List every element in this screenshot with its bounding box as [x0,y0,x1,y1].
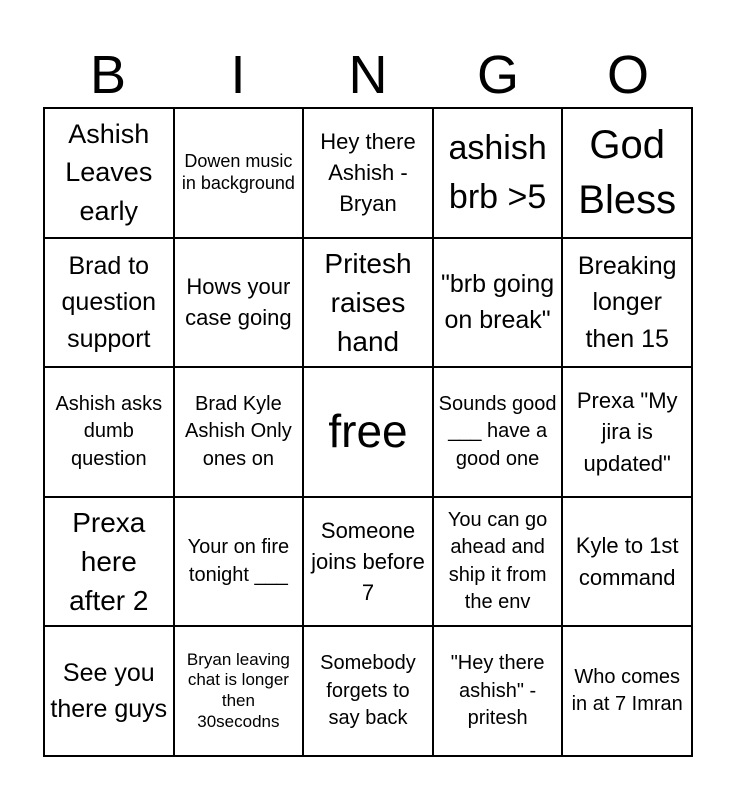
cell-text: Hey there Ashish - Bryan [320,128,416,217]
cell-text: "brb going on break" [441,270,555,335]
cell-text: Sounds good ___ have a good one [438,393,557,470]
bingo-cell[interactable] [433,108,563,238]
bingo-cell[interactable] [44,367,174,497]
cell-text: You can go ahead and ship it from the env [447,509,548,613]
bingo-cell[interactable] [433,626,563,756]
bingo-header [43,44,693,106]
cell-text: Someone joins before 7 [311,517,425,606]
cell-text: "Hey there ashish" - pritesh [450,652,545,729]
cell-text: Breaking longer then 15 [577,252,677,353]
cell-text: Bryan leaving chat is longer then 30secodns [186,649,290,731]
cell-text: Dowen music in background [181,150,295,193]
cell-text: Brad to question support [61,252,157,353]
bingo-cell[interactable] [562,497,692,627]
cell-text: Prexa "My jira is updated" [576,388,678,476]
cell-text: Who comes in at 7 Imran [571,666,683,716]
cell-text: See you there guys [50,658,168,724]
bingo-cell[interactable] [174,108,304,238]
cell-text: Ashish Leaves early [65,118,153,227]
bingo-cell[interactable] [44,497,174,627]
bingo-cell[interactable] [562,367,692,497]
bingo-cell[interactable] [562,626,692,756]
cell-text: Ashish asks dumb question [55,393,163,470]
bingo-cell[interactable] [433,497,563,627]
cell-text: Somebody forgets to say back [320,652,416,729]
bingo-cell[interactable] [562,108,692,238]
cell-text: Your on fire tonight ___ [187,536,290,586]
bingo-cell[interactable] [44,238,174,368]
bingo-cell[interactable] [174,497,304,627]
bingo-cell[interactable] [303,108,433,238]
bingo-cell[interactable] [433,238,563,368]
cell-text: Brad Kyle Ashish Only ones on [185,393,292,470]
cell-text: Kyle to 1st command [575,533,679,590]
header-letter-n: N [348,45,388,105]
bingo-cell[interactable] [174,367,304,497]
cell-text: Pritesh raises hand [324,247,412,357]
bingo-cell[interactable] [433,367,563,497]
bingo-cell[interactable] [303,238,433,368]
bingo-board [43,107,693,757]
header-letter-i: I [230,45,246,105]
bingo-cell[interactable] [44,626,174,756]
header-letter-b: B [89,45,127,105]
cell-text: Prexa here after 2 [69,506,149,617]
cell-text: free [328,405,408,458]
free-space[interactable] [303,367,433,497]
cell-text: God Bless [578,122,677,222]
bingo-cell[interactable] [303,626,433,756]
bingo-cell[interactable] [174,238,304,368]
bingo-cell[interactable] [174,626,304,756]
bingo-cell[interactable] [303,497,433,627]
header-letter-o: O [606,45,649,105]
header-letter-g: G [476,45,519,105]
bingo-cell[interactable] [44,108,174,238]
cell-text: Hows your case going [185,274,292,331]
bingo-cell[interactable] [562,238,692,368]
cell-text: ashish brb >5 [448,128,547,216]
